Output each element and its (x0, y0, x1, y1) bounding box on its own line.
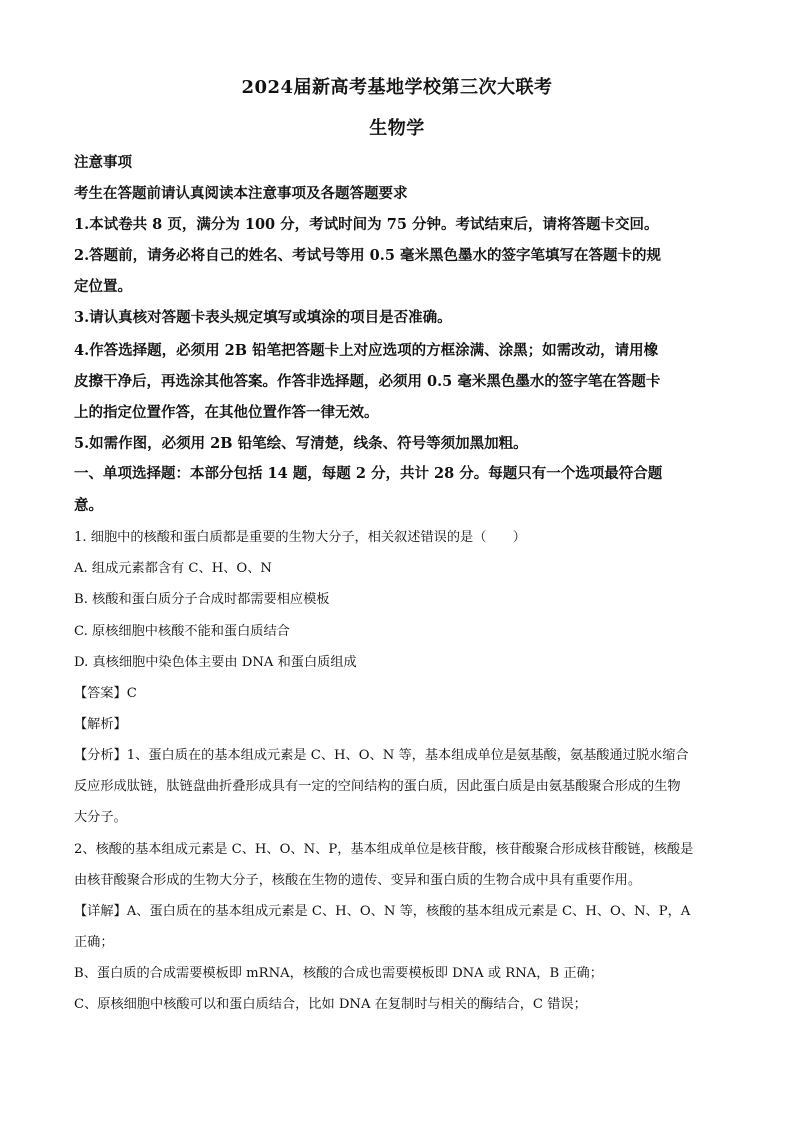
question-stem: 1. 细胞中的核酸和蛋白质都是重要的生物大分子，相关叙述错误的是（ ） (74, 530, 526, 545)
question-option: C. 原核细胞中核酸不能和蛋白质结合 (74, 624, 290, 639)
notice-item: 定位置。 (74, 278, 132, 295)
analysis-line: 大分子。 (74, 810, 127, 825)
section-heading: 一、单项选择题：本部分包括 14 题，每题 2 分，共计 28 分。每题只有一个选项最符合题 (74, 465, 663, 482)
subject-title: 生物学 (369, 118, 425, 139)
analysis-line: 【分析】1、蛋白质在的基本组成元素是 C、H、O、N 等，基本组成单位是氨基酸，氨基酸通过脱水缩合 (74, 748, 689, 763)
section-heading-cont: 意。 (74, 497, 103, 514)
analysis-line: 正确； (74, 935, 114, 950)
analysis-line: B、蛋白质的合成需要模板即 mRNA，核酸的合成也需要模板即 DNA 或 RNA，B 正确； (74, 966, 603, 981)
question-option: B. 核酸和蛋白质分子合成时都需要相应模板 (74, 592, 330, 607)
answer-label: 【答案】C (74, 686, 137, 701)
question-option: A. 组成元素都含有 C、H、O、N (74, 561, 272, 576)
notice-heading: 注意事项 (74, 154, 132, 171)
notice-item: 2.答题前，请务必将自己的姓名、考试号等用 0.5 毫米黑色墨水的签字笔填写在答题卡的规 (74, 247, 661, 264)
analysis-line: 由核苷酸聚合形成的生物大分子，核酸在生物的遗传、变异和蛋白质的生物合成中具有重要作用。 (74, 873, 642, 888)
analysis-line: C、原核细胞中核酸可以和蛋白质结合，比如 DNA 在复制时与相关的酶结合，C 错误； (74, 997, 587, 1012)
analysis-label: 【解析】 (74, 717, 127, 732)
analysis-line: 【详解】A、蛋白质在的基本组成元素是 C、H、O、N 等，核酸的基本组成元素是 C、H、O、N、P，A (74, 904, 691, 919)
notice-item: 上的指定位置作答，在其他位置作答一律无效。 (74, 404, 379, 421)
notice-item: 3.请认真核对答题卡表头规定填写或填涂的项目是否准确。 (74, 309, 452, 326)
notice-item: 1.本试卷共 8 页，满分为 100 分，考试时间为 75 分钟。考试结束后，请将答题卡交回。 (74, 216, 659, 233)
notice-item: 5.如需作图，必须用 2B 铅笔绘、写清楚，线条、符号等须加黑加粗。 (74, 435, 528, 452)
analysis-line: 2、核酸的基本组成元素是 C、H、O、N、P，基本组成单位是核苷酸，核苷酸聚合形成核苷酸链，核酸是 (74, 842, 694, 857)
notice-item: 皮擦干净后，再选涂其他答案。作答非选择题，必须用 0.5 毫米黑色墨水的签字笔在答题卡 (74, 373, 661, 390)
exam-title: 2024届新高考基地学校第三次大联考 (241, 77, 553, 98)
notice-item: 4.作答选择题，必须用 2B 铅笔把答题卡上对应选项的方框涂满、涂黑；如需改动，请用橡 (74, 342, 659, 359)
question-option: D. 真核细胞中染色体主要由 DNA 和蛋白质组成 (74, 655, 357, 670)
notice-intro: 考生在答题前请认真阅读本注意事项及各题答题要求 (74, 185, 408, 202)
analysis-line: 反应形成肽链，肽链盘曲折叠形成具有一定的空间结构的蛋白质，因此蛋白质是由氨基酸聚合形成的生物 (74, 779, 681, 794)
